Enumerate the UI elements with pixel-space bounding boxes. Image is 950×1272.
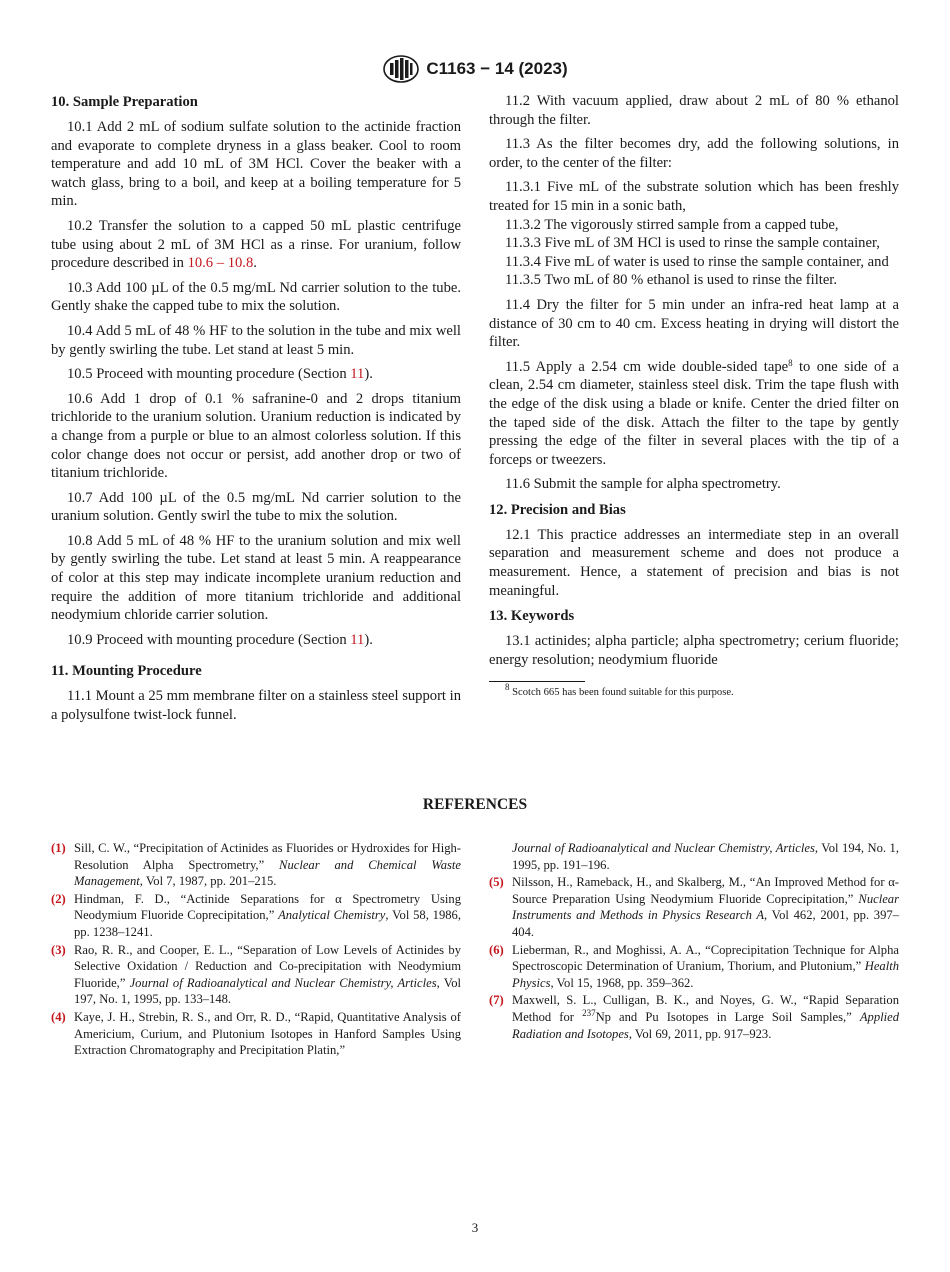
paragraph-10-4: 10.4 Add 5 mL of 48 % HF to the solution in the tube and mix well by gently swirling the tube. Let stand at least 5 min. — [51, 322, 461, 358]
ref-text-a: Hindman, F. D., “Actinide Separations for α Spectrometry Using Neodymium Fluoride Coprecipitation,” — [74, 891, 461, 923]
paragraph-10-2 — [51, 217, 461, 273]
ref-text-a: Lieberman, R., and Moghissi, A. A., “Coprecipitation Technique for Alpha Spectroscopic Determination of Uranium, Thorium, and Plutonium,” — [512, 942, 899, 974]
paragraph-11-1: 11.1 Mount a 25 mm membrane filter on a stainless steel support in a polysulfone twist-lock funnel. — [51, 688, 461, 724]
paragraph-10-9-end: ). — [364, 631, 373, 648]
right-column — [489, 92, 899, 706]
reference-number[interactable]: (6) — [489, 942, 504, 957]
link-section-11[interactable]: 11 — [350, 366, 365, 383]
reference-3 — [51, 942, 461, 1008]
footnote-divider — [489, 681, 585, 682]
reference-5 — [489, 874, 899, 940]
paragraph-10-2-text: 10.2 Transfer the solution to a capped 50 mL plastic centrifuge tube using about 2 mL of 3M HCl as a rinse. For uranium, follow procedure described in — [51, 217, 461, 272]
astm-logo-icon — [382, 54, 420, 84]
footnote-ref-8[interactable]: 8 — [788, 357, 793, 368]
reference-number[interactable]: (1) — [51, 841, 66, 855]
paragraph-11-5-b: to one side of a clean, 2.54 cm diameter, stainless steel disk. Trim the tape flush with the edge of the disk using a blade or knife. Center the dried filter on the taped side of the disk. Attach the filter to the tape by gently pressing the edge of the filter in several places with the tip of a forceps or tweezers. — [489, 358, 899, 468]
paragraph-10-8: 10.8 Add 5 mL of 48 % HF to the uranium solution and mix well by gently swirling the tube. Let stand at least 5 min. A reappearance of color at this step may indicate incomplete uranium reduction and require the addition of more titanium trichloride and additional neodymium chloride carrier solution. — [51, 532, 461, 624]
ref-journal: Applied Radiation and Isotopes — [512, 1009, 899, 1041]
section-heading-11: 11. Mounting Procedure — [51, 663, 202, 680]
ref-journal: Nuclear Instruments and Methods in Physics Research A — [512, 891, 899, 923]
page-header — [0, 52, 950, 86]
ref-journal: Journal of Radioanalytical and Nuclear Chemistry, Articles — [512, 841, 815, 855]
reference-text — [74, 891, 461, 941]
paragraph-11-3-4: 11.3.4 Five mL of water is used to rinse the sample container, and — [505, 253, 889, 270]
ref-text-b: , Vol 58, 1986, pp. 1238–1241. — [74, 908, 461, 939]
reference-7 — [489, 992, 899, 1042]
paragraph-10-5-end: ). — [364, 366, 373, 383]
paragraph-10-9-text: 10.9 Proceed with mounting procedure (Section — [67, 631, 351, 648]
ref-text-b: , Vol 7, 1987, pp. 201–215. — [139, 874, 277, 889]
paragraph-10-9 — [51, 631, 461, 650]
isotope-superscript: 237 — [582, 1007, 596, 1018]
reference-2 — [51, 891, 461, 941]
paragraph-11-2: 11.2 With vacuum applied, draw about 2 mL of 80 % ethanol through the filter. — [489, 93, 899, 128]
reference-4 — [51, 1009, 461, 1059]
references-right-column — [489, 840, 899, 1043]
paragraph-11-3-2: 11.3.2 The vigorously stirred sample from a capped tube, — [505, 216, 839, 233]
ref-journal: Analytical Chemistry — [278, 908, 386, 923]
ref-text-a: Maxwell, S. L., Culligan, B. K., and Noyes, G. W., “Rapid Separation Method for — [512, 993, 899, 1024]
reference-number[interactable]: (2) — [51, 891, 66, 906]
page-number: 3 — [471, 1220, 479, 1235]
reference-text — [74, 942, 461, 1008]
paragraph-10-1: 10.1 Add 2 mL of sodium sulfate solution to the actinide fraction and evaporate to complete dryness in a glass beaker. Cool to room temperature and add 10 mL of 3M HCl. Cover the beaker with a watch glass, bring to a boil, and keep at a boiling temperature for 5 min. — [51, 119, 461, 210]
ref-journal: Journal of Radioanalytical and Nuclear Chemistry, Articles — [129, 975, 437, 990]
paragraph-11-3-3: 11.3.3 Five mL of 3M HCl is used to rinse the sample container, — [505, 235, 880, 252]
ref-text-a: Sill, C. W., “Precipitation of Actinides as Fluorides or Hydroxides for High-Resolution Alpha Spectrometry,” — [74, 841, 461, 872]
reference-4-continued — [489, 840, 899, 873]
document-id: C1163 − 14 (2023) — [426, 59, 568, 78]
paragraph-11-5-a: 11.5 Apply a 2.54 cm wide double-sided tape — [505, 358, 789, 375]
link-section-11[interactable]: 11 — [350, 631, 365, 648]
reference-number[interactable]: (3) — [51, 942, 66, 957]
ref-journal: Nuclear and Chemical Waste Management — [74, 857, 462, 889]
paragraph-10-7: 10.7 Add 100 µL of the 0.5 mg/mL Nd carrier solution to the uranium solution. Gently swirl the tube to mix the solution. — [51, 489, 461, 525]
reference-number[interactable]: (5) — [489, 875, 504, 890]
paragraph-11-3-1: 11.3.1 Five mL of the substrate solution which has been freshly treated for 15 min in a sonic bath, — [489, 179, 899, 214]
ref-text-a: Rao, R. R., and Cooper, E. L., “Separation of Low Levels of Actinides by Selective Oxidation / Reduction and Co-precipitation with Neodymium Fluoride,” — [74, 942, 461, 990]
ref-text-b: , Vol 69, 2011, pp. 917–923. — [628, 1026, 772, 1041]
ref-journal: Health Physics — [512, 959, 899, 990]
paragraph-11-6: 11.6 Submit the sample for alpha spectrometry. — [505, 476, 781, 493]
references-heading: REFERENCES — [422, 796, 528, 813]
reference-text — [512, 874, 899, 940]
paragraph-11-3: 11.3 As the filter becomes dry, add the following solutions, in order, to the center of the filter: — [489, 136, 899, 171]
ref-text-b: , Vol 15, 1968, pp. 359–362. — [550, 975, 694, 990]
footnote-8 — [489, 682, 899, 700]
ref-text-b: , Vol 194, No. 1, 1995, pp. 191–196. — [512, 841, 899, 872]
references-left-column — [51, 840, 461, 1060]
ref-text-a2: Np and Pu Isotopes in Large Soil Samples,” — [595, 1009, 860, 1024]
footnote-number: 8 — [505, 682, 510, 693]
paragraph-10-3: 10.3 Add 100 µL of the 0.5 mg/mL Nd carrier solution to the tube. Gently shake the capped tube to mix the solution. — [51, 279, 461, 315]
paragraph-11-3-5: 11.3.5 Two mL of 80 % ethanol is used to rinse the filter. — [505, 272, 838, 289]
ref-text-b: , Vol 197, No. 1, 1995, pp. 133–148. — [74, 975, 461, 1007]
left-column — [51, 92, 461, 731]
reference-1 — [51, 840, 461, 890]
reference-number[interactable]: (7) — [489, 993, 504, 1008]
paragraph-10-5-text: 10.5 Proceed with mounting procedure (Section — [67, 366, 351, 383]
ref-text-b: , Vol 462, 2001, pp. 397–404. — [512, 908, 899, 939]
footnote-text: Scotch 665 has been found suitable for this purpose. — [509, 687, 734, 699]
paragraph-10-5 — [51, 365, 461, 384]
reference-text — [512, 992, 899, 1042]
paragraph-13-1: 13.1 actinides; alpha particle; alpha spectrometry; cerium fluoride; energy resolution; neodymium fluoride — [489, 633, 899, 668]
paragraph-11-4: 11.4 Dry the filter for 5 min under an infra-red heat lamp at a distance of 30 cm to 40 cm. Excess heating in drying will distort the filter. — [489, 296, 899, 351]
reference-text — [512, 942, 899, 992]
link-10-6-10-8[interactable]: 10.6 – 10.8 — [187, 255, 254, 272]
reference-text — [489, 840, 899, 873]
reference-text — [74, 840, 461, 890]
reference-number[interactable]: (4) — [51, 1009, 66, 1024]
reference-text: Kaye, J. H., Strebin, R. S., and Orr, R. D., “Rapid, Quantitative Analysis of Americium, Curium, and Plutonium Isotopes in Hanford Samples Using Extraction Chromatography and Precipitation Platin,” — [74, 1009, 461, 1058]
paragraph-11-5 — [489, 358, 899, 470]
paragraph-10-2-end: . — [253, 255, 257, 272]
paragraph-12-1: 12.1 This practice addresses an intermediate step in an overall separation and measurement scheme and does not produce a measurement. Hence, a statement of precision and bias is not meaningful. — [489, 526, 899, 599]
section-heading-12: 12. Precision and Bias — [489, 501, 626, 518]
section-heading-13: 13. Keywords — [489, 608, 575, 625]
ref-text-a: Nilsson, H., Rameback, H., and Skalberg, M., “An Improved Method for α-Source Preparation Using Neodymium Fluoride Coprecipitation,” — [512, 875, 899, 906]
reference-6 — [489, 942, 899, 992]
paragraph-10-6: 10.6 Add 1 drop of 0.1 % safranine-0 and 2 drops titanium trichloride to the uranium solution. Uranium reduction is indicated by a change from a purple or blue to an almost colorless solution. If this color change does not occur or persist, add another drop or two of titanium trichloride. — [51, 390, 461, 482]
section-heading-10: 10. Sample Preparation — [51, 94, 198, 110]
